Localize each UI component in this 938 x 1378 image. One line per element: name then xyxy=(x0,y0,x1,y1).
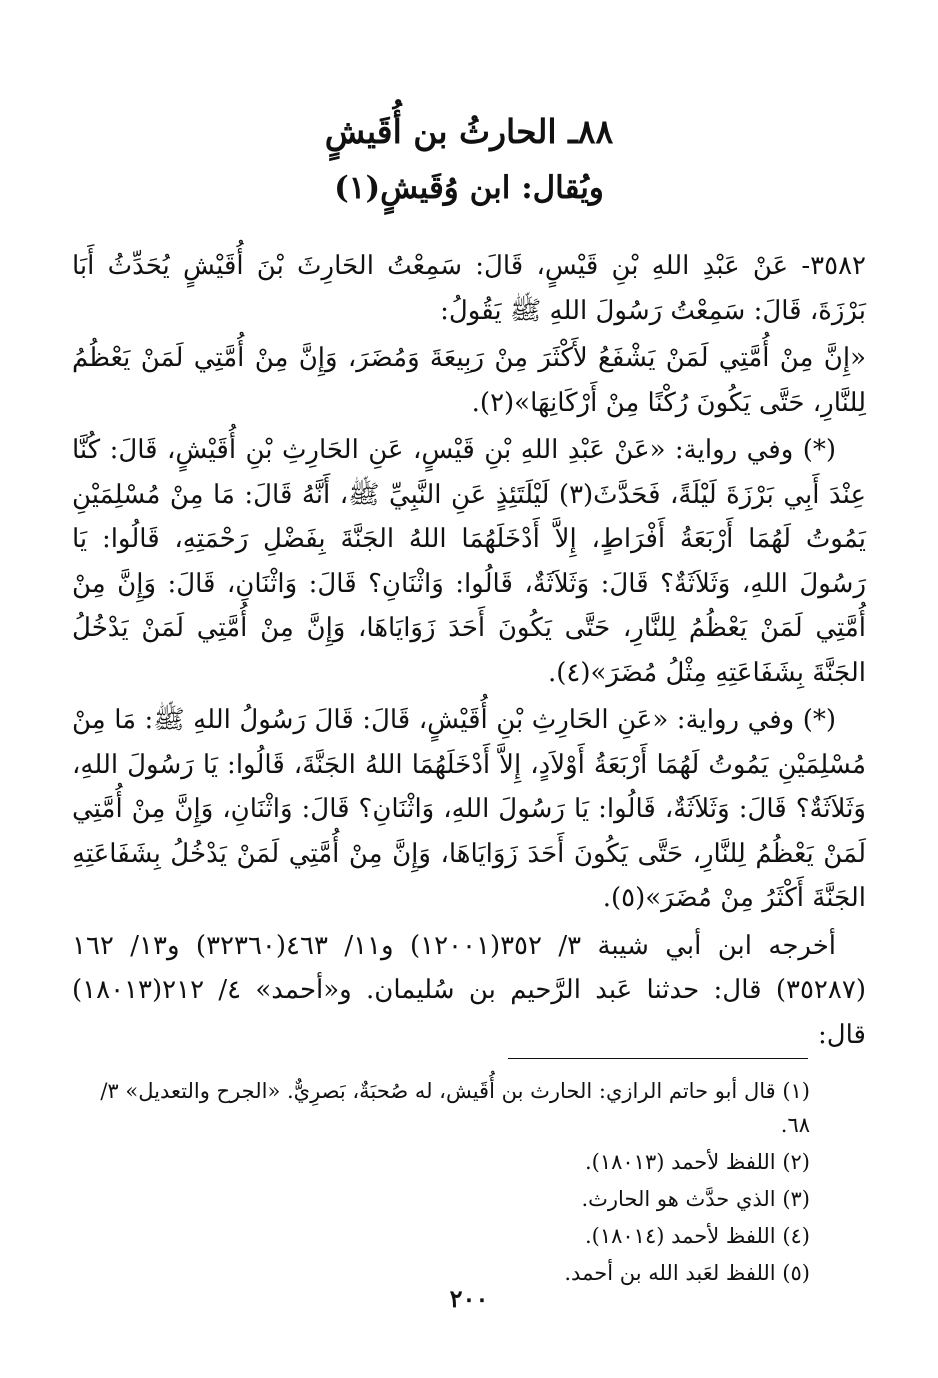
footnote-divider xyxy=(508,1058,808,1059)
main-text xyxy=(72,244,866,1060)
chapter-subtitle: ويُقال: ابن وُقَيشٍ(١) xyxy=(334,170,604,206)
footnotes xyxy=(72,1074,810,1293)
footnote-2: (٢) اللفظ لأحمد (١٨٠١٣). xyxy=(584,1150,810,1174)
narration-variant-2: (*) وفي رواية: «عَنِ الحَارِثِ بْنِ أُقَيْشٍ، قَالَ: قَالَ رَسُولُ اللهِ ﷺ: مَا مِنْ مُسْلِمَيْنِ يَمُوتُ لَهُمَا أَرْبَعَةُ أَوْلاَدٍ، إِلاَّ أَدْخَلَهُمَا اللهُ الجَنَّةَ، قَالُوا: يَا رَسُولَ اللهِ، وَثَلاَثَةٌ؟ قَالَ: وَثَلاَثَةٌ، قَالُوا: يَا رَسُولَ اللهِ، وَاثْنَانِ؟ قَالَ: وَاثْنَانِ، وَإِنَّ مِنْ أُمَّتِي لَمَنْ يَعْظُمُ لِلنَّارِ، حَتَّى يَكُونَ أَحَدَ زَوَايَاهَا، وَإِنَّ مِنْ أُمَّتِي لَمَنْ يَدْخُلُ بِشَفَاعَتِهِ الجَنَّةَ أَكْثَرُ مِنْ مُضَرَ»(٥). xyxy=(72,705,866,913)
narration-variant-1: (*) وفي رواية: «عَنْ عَبْدِ اللهِ بْنِ قَيْسٍ، عَنِ الحَارِثِ بْنِ أُقَيْشٍ، قَالَ: كُنَّا عِنْدَ أَبِي بَرْزَةَ لَيْلَةً، فَحَدَّثَ(٣) لَيْلَتَئِذٍ عَنِ النَّبِيِّ ﷺ، أَنَّهُ قَالَ: مَا مِنْ مُسْلِمَيْنِ يَمُوتُ لَهُمَا أَرْبَعَةُ أَفْرَاطٍ، إِلاَّ أَدْخَلَهُمَا اللهُ الجَنَّةَ بِفَضْلِ رَحْمَتِهِ، قَالُوا: يَا رَسُولَ اللهِ، وَثَلاَثَةٌ؟ قَالَ: وَثَلاَثَةٌ، قَالُوا: وَاثْنَانِ؟ قَالَ: وَاثْنَانِ، قَالَ: وَإِنَّ مِنْ أُمَّتِي لَمَنْ يَعْظُمُ لِلنَّارِ، حَتَّى يَكُونَ أَحَدَ زَوَايَاهَا، وَإِنَّ مِنْ أُمَّتِي لَمَنْ يَدْخُلُ الجَنَّةَ بِشَفَاعَتِهِ مِثْلُ مُضَرَ»(٤). xyxy=(72,435,866,688)
footnote-1: (١) قال أبو حاتم الرازي: الحارث بن أُقَيش، له صُحبَةٌ، بَصرِيٌّ. «الجرح والتعديل» ٣/ ٦٨. xyxy=(100,1079,810,1137)
chapter-title: ٨٨ـ الحارثُ بن أُقَيشٍ xyxy=(324,112,614,151)
page-number: ٢٠٠ xyxy=(449,1284,489,1313)
hadith-isnad: ٣٥٨٢- عَنْ عَبْدِ اللهِ بْنِ قَيْسٍ، قَالَ: سَمِعْتُ الحَارِثَ بْنَ أُقَيْشٍ يُحَدِّثُ أَبَا بَرْزَةَ، قَالَ: سَمِعْتُ رَسُولَ اللهِ ﷺ يَقُولُ: xyxy=(72,251,866,326)
footnote-5: (٥) اللفظ لعَبد الله بن أحمد. xyxy=(564,1261,810,1285)
takhrij-paragraph: أخرجه ابن أبي شيبة ٣/ ٣٥٢(١٢٠٠١) و١١/ ٤٦٣(٣٢٣٦٠) و١٣/ ١٦٢ (٣٥٢٨٧) قال: حدثنا عَبد الرَّحيم بن سُليمان. و«أحمد» ٤/ ٢١٢(١٨٠١٣) قال: xyxy=(72,930,866,1050)
hadith-matn: «إِنَّ مِنْ أُمَّتِي لَمَنْ يَشْفَعُ لأَكْثَرَ مِنْ رَبِيعَةَ وَمُضَرَ، وَإِنَّ مِنْ أُمَّتِي لَمَنْ يَعْظُمُ لِلنَّارِ، حَتَّى يَكُونَ رُكْنًا مِنْ أَرْكَانِهَا»(٢). xyxy=(72,343,866,418)
footnote-3: (٣) الذي حدَّث هو الحارث. xyxy=(581,1187,810,1211)
footnote-4: (٤) اللفظ لأحمد (١٨٠١٤). xyxy=(584,1224,810,1248)
